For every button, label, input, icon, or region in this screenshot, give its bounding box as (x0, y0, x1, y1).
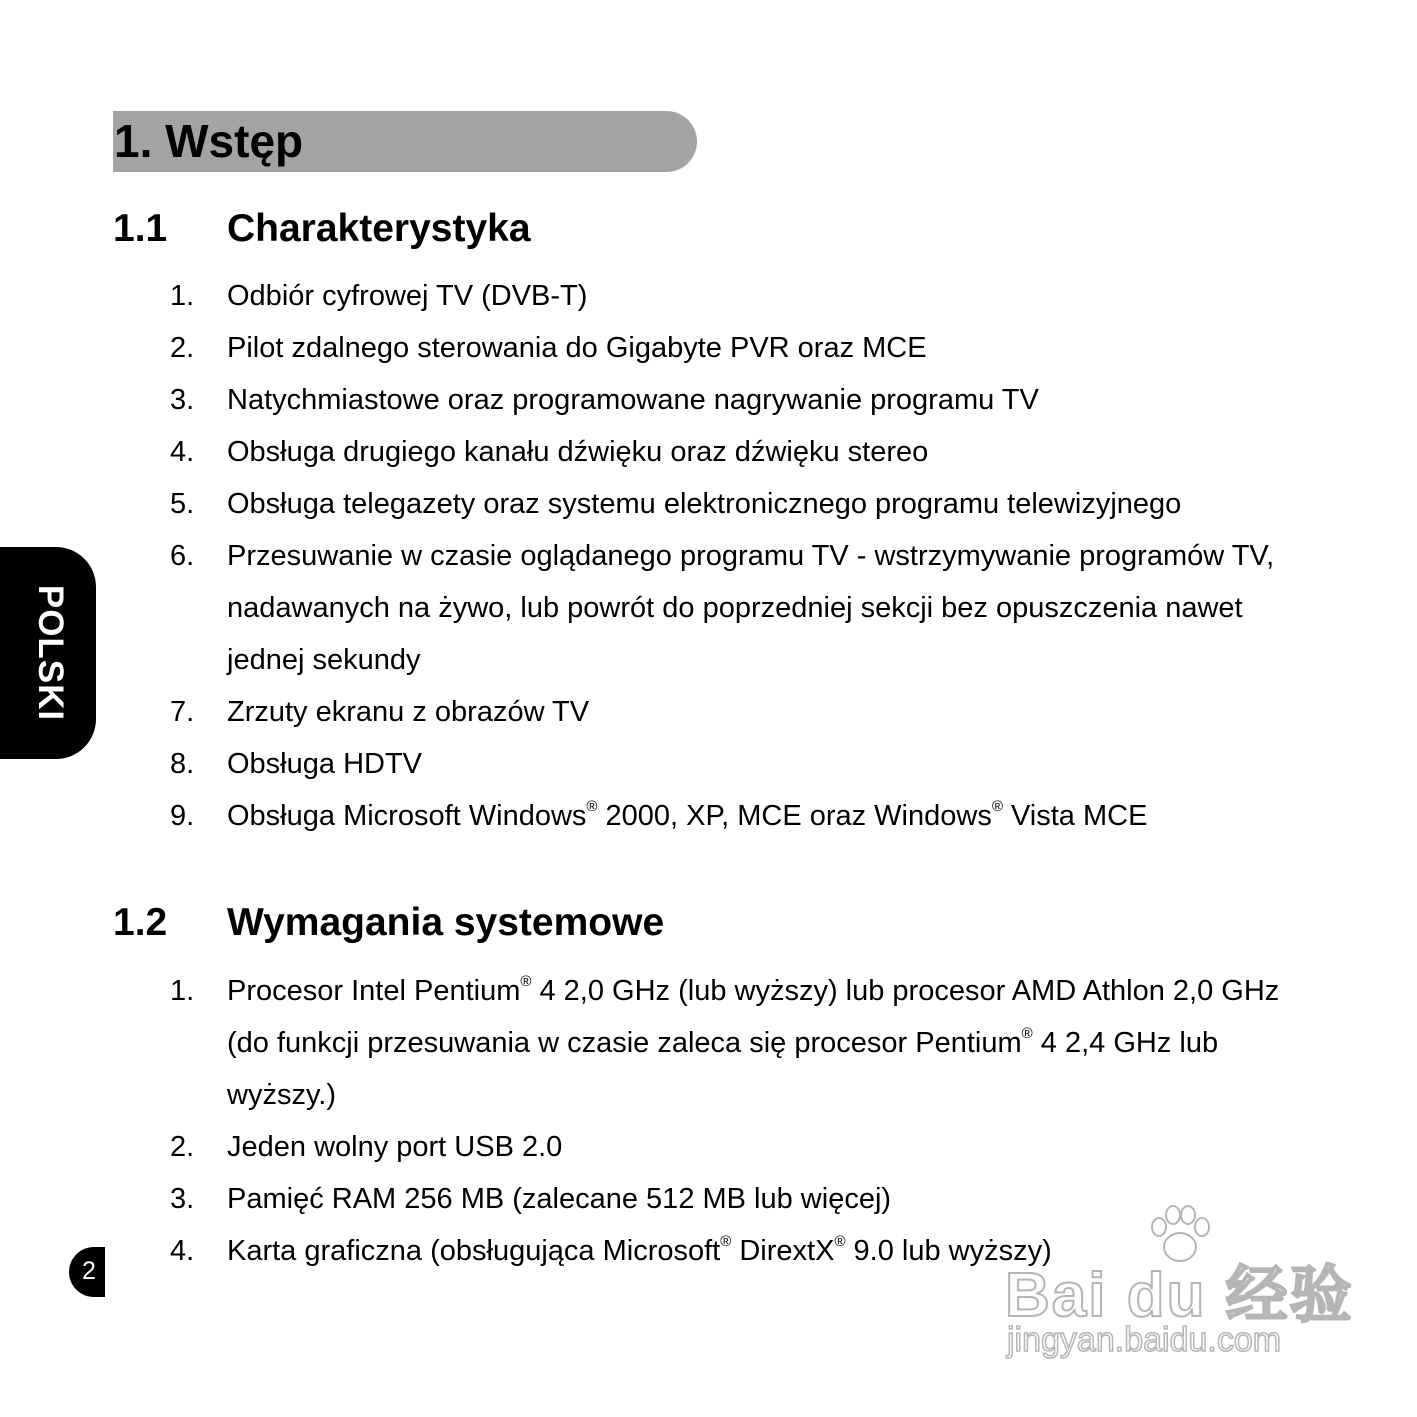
item-text: Obsługa HDTV (227, 748, 423, 780)
item-number: 3. (170, 384, 195, 416)
section-title: Wymagania systemowe (227, 901, 665, 944)
registered-mark: ® (834, 1233, 846, 1250)
item-number: 4. (170, 436, 195, 468)
section-title: Charakterystyka (227, 207, 531, 250)
watermark-url: jingyan.baidu.com (1007, 1321, 1282, 1359)
item-text: Zrzuty ekranu z obrazów TV (227, 696, 590, 728)
list-item (0, 530, 1417, 686)
list-item (0, 965, 1417, 1121)
item-text: Pilot zdalnego sterowania do Gigabyte PVR oraz MCE (227, 332, 927, 364)
item-number: 6. (170, 540, 195, 572)
item-number: 4. (170, 1235, 195, 1267)
registered-mark: ® (720, 1233, 732, 1250)
item-number: 8. (170, 748, 195, 780)
section-number: 1.1 (113, 207, 168, 250)
item-text: Procesor Intel Pentium® 4 2,0 GHz (lub wyższy) lub procesor AMD Athlon 2,0 GHz (do funkcji przesuwania w czasie zaleca się procesor Pentium® 4 2,4 GHz lub wyższy.) (227, 973, 1280, 1111)
page-title: 1. Wstęp (114, 115, 304, 167)
item-number: 3. (170, 1183, 195, 1215)
item-number: 9. (170, 800, 195, 832)
registered-mark: ® (520, 973, 532, 990)
item-text: Obsługa Microsoft Windows® 2000, XP, MCE oraz Windows® Vista MCE (227, 798, 1148, 832)
item-number: 1. (170, 280, 195, 312)
features-list (0, 270, 1417, 842)
item-text: Jeden wolny port USB 2.0 (227, 1131, 563, 1163)
section-number: 1.2 (113, 901, 168, 944)
language-tab-label: POLSKI (31, 584, 70, 722)
item-text: Karta graficzna (obsługująca Microsoft® DirextX® 9.0 lub wyższy) (227, 1233, 1052, 1267)
item-text: Odbiór cyfrowej TV (DVB-T) (227, 280, 588, 312)
item-number: 2. (170, 1131, 195, 1163)
item-text: Pamięć RAM 256 MB (zalecane 512 MB lub więcej) (227, 1183, 892, 1215)
item-text: Natychmiastowe oraz programowane nagrywanie programu TV (227, 384, 1039, 416)
registered-mark: ® (1021, 1025, 1033, 1042)
page-number: 2 (82, 1257, 96, 1285)
list-item (0, 322, 1417, 374)
item-number: 2. (170, 332, 195, 364)
watermark-logo: Bai du 经验 (1005, 1261, 1354, 1330)
list-item (0, 790, 1417, 842)
list-item (0, 426, 1417, 478)
registered-mark: ® (586, 798, 598, 815)
item-number: 5. (170, 488, 195, 520)
item-text: Obsługa telegazety oraz systemu elektronicznego programu telewizyjnego (227, 488, 1182, 520)
list-item (0, 270, 1417, 322)
item-text: Przesuwanie w czasie oglądanego programu TV - wstrzymywanie programów TV, nadawanych na żywo, lub powrót do poprzedniej sekcji bez opuszczenia nawet jednej sekundy (227, 540, 1275, 676)
list-item (0, 686, 1417, 738)
list-item (0, 1121, 1417, 1173)
list-item (0, 478, 1417, 530)
item-number: 1. (170, 975, 195, 1007)
item-text: Obsługa drugiego kanału dźwięku oraz dźwięku stereo (227, 436, 929, 468)
item-number: 7. (170, 696, 195, 728)
baidu-watermark (1005, 1205, 1354, 1365)
list-item (0, 374, 1417, 426)
registered-mark: ® (991, 798, 1003, 815)
list-item (0, 738, 1417, 790)
